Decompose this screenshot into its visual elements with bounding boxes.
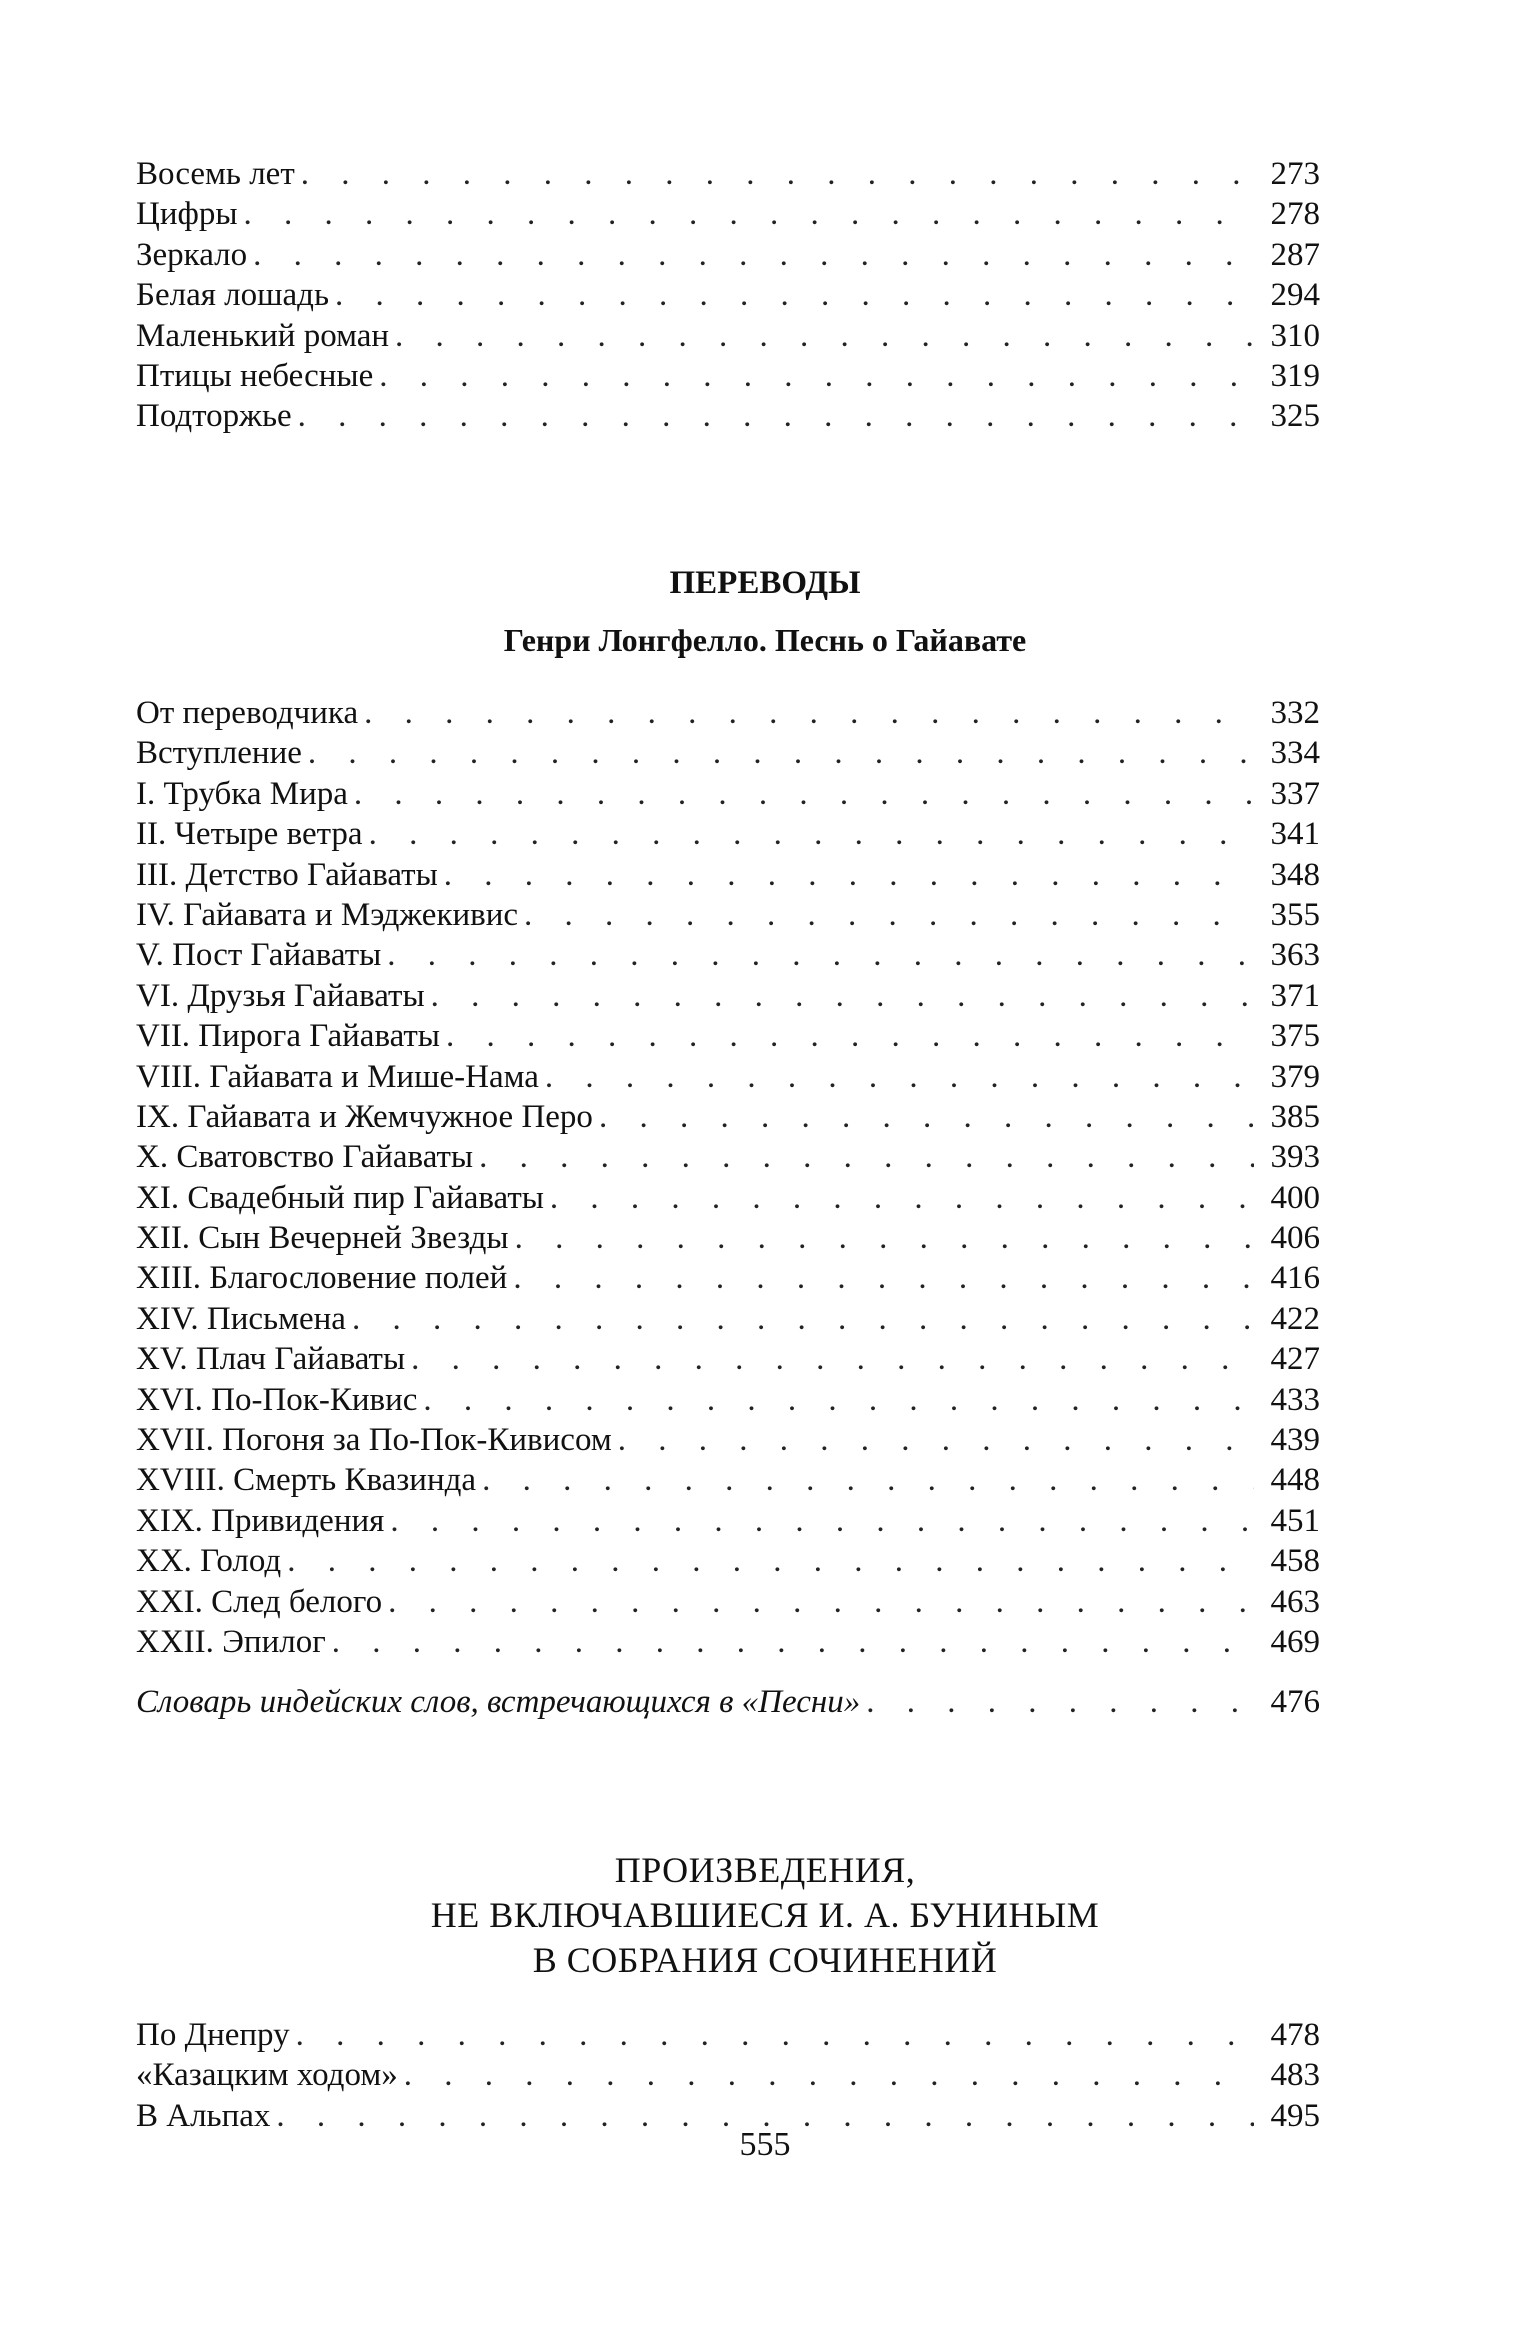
toc-entry-page: 332 — [1270, 695, 1320, 731]
dot-leader — [404, 2055, 1254, 2095]
toc-entry-title: Зеркало — [136, 236, 248, 273]
toc-entry — [136, 1460, 1320, 1500]
dot-leader — [395, 316, 1254, 356]
toc-entry — [136, 1582, 1320, 1622]
dot-leader — [423, 1380, 1254, 1420]
toc-entry-title: I. Трубка Мира — [136, 775, 348, 812]
toc-entry-page: 337 — [1270, 775, 1320, 812]
toc-entry-page: 427 — [1270, 1341, 1320, 1378]
toc-entry-title: XVII. Погоня за По-Пок-Кивисом — [136, 1422, 612, 1459]
toc-entry — [136, 1541, 1320, 1581]
toc-entry-page: 439 — [1270, 1422, 1320, 1459]
toc-entry-title: От переводчика — [136, 695, 359, 731]
toc-entry — [136, 1299, 1320, 1339]
toc-entry — [136, 935, 1320, 975]
toc-entry-page: 319 — [1270, 357, 1320, 394]
toc-entry-page: 348 — [1270, 856, 1320, 893]
toc-entry — [136, 895, 1320, 935]
toc-entry-title: V. Пост Гайаваты — [136, 937, 382, 974]
toc-entry — [136, 1380, 1320, 1420]
toc-entry-page: 379 — [1270, 1058, 1320, 1095]
toc-entry — [136, 1178, 1320, 1218]
dot-leader — [545, 1057, 1254, 1097]
toc-block-stories — [136, 154, 1320, 437]
toc-entry-title: XIX. Привидения — [136, 1502, 385, 1539]
dot-leader — [244, 194, 1254, 234]
toc-entry-title: VII. Пирога Гайаваты — [136, 1018, 440, 1055]
toc-entry — [136, 194, 1320, 234]
toc-entry-title: Птицы небесные — [136, 357, 374, 394]
dot-leader — [369, 814, 1254, 854]
toc-block-hiawatha — [136, 693, 1320, 1662]
dot-leader — [866, 1682, 1254, 1722]
dot-leader — [479, 1137, 1254, 1177]
toc-entry-page: 278 — [1270, 196, 1320, 233]
toc-entry — [136, 814, 1320, 854]
toc-entry-page: 416 — [1270, 1260, 1320, 1297]
toc-entry — [136, 275, 1320, 315]
toc-entry — [136, 1016, 1320, 1056]
toc-entry-page: 375 — [1270, 1018, 1320, 1055]
dot-leader — [411, 1339, 1254, 1379]
toc-entry — [136, 316, 1320, 356]
toc-entry — [136, 396, 1320, 436]
toc-entry-title: XX. Голод — [136, 1543, 282, 1580]
toc-entry-title: Подторжье — [136, 398, 292, 435]
toc-entry — [136, 1339, 1320, 1379]
toc-entry-page: 433 — [1270, 1381, 1320, 1418]
toc-entry — [136, 855, 1320, 895]
dot-leader — [332, 1622, 1254, 1662]
toc-entry-title: XXI. След белого — [136, 1583, 383, 1620]
dot-leader — [253, 235, 1254, 275]
dot-leader — [388, 1582, 1254, 1622]
dot-leader — [390, 1501, 1254, 1541]
dot-leader — [515, 1218, 1254, 1258]
dot-leader — [354, 774, 1254, 814]
toc-entry-page: 422 — [1270, 1300, 1320, 1337]
toc-entry — [136, 1057, 1320, 1097]
dot-leader — [301, 154, 1254, 194]
dot-leader — [431, 976, 1254, 1016]
toc-entry-page: 476 — [1270, 1684, 1320, 1720]
subsection-heading-hiawatha: Генри Лонгфелло. Песнь о Гайавате — [503, 622, 1027, 658]
toc-entry-glossary — [136, 1682, 1320, 1722]
toc-entry-page: 363 — [1270, 937, 1320, 974]
dot-leader — [524, 895, 1254, 935]
toc-entry-page: 393 — [1270, 1139, 1320, 1176]
toc-entry-page: 451 — [1270, 1502, 1320, 1539]
toc-entry-title: X. Сватовство Гайаваты — [136, 1139, 474, 1176]
toc-entry-title: В Альпах — [136, 2097, 271, 2134]
toc-entry — [136, 774, 1320, 814]
toc-entry-title: «Казацким ходом» — [136, 2057, 398, 2094]
toc-entry-page: 334 — [1270, 735, 1320, 772]
toc-entry-title: Словарь индейских слов, встречающихся в «Песни» — [136, 1684, 861, 1720]
toc-entry — [136, 235, 1320, 275]
dot-leader — [352, 1299, 1254, 1339]
toc-entry — [136, 733, 1320, 773]
dot-leader — [482, 1460, 1254, 1500]
toc-entry-title: XIV. Письмена — [136, 1300, 346, 1337]
dot-leader — [599, 1097, 1254, 1137]
toc-entry — [136, 976, 1320, 1016]
page-number: 555 — [739, 2126, 791, 2163]
toc-entry-page: 448 — [1270, 1462, 1320, 1499]
toc-entry-title: II. Четыре ветра — [136, 816, 363, 853]
toc-entry-title: III. Детство Гайаваты — [136, 856, 438, 893]
toc-block-uncollected — [136, 2015, 1320, 2136]
toc-entry-page: 458 — [1270, 1543, 1320, 1580]
toc-entry-page: 469 — [1270, 1623, 1320, 1660]
section-heading-translations: ПЕРЕВОДЫ — [669, 565, 861, 601]
toc-entry-page: 325 — [1270, 398, 1320, 435]
dot-leader — [308, 733, 1254, 773]
toc-entry-page: 483 — [1270, 2057, 1320, 2094]
toc-entry — [136, 2055, 1320, 2095]
dot-leader — [379, 356, 1254, 396]
section-heading-uncollected-line2: НЕ ВКЛЮЧАВШИЕСЯ И. А. БУНИНЫМ — [430, 1895, 1100, 1935]
toc-entry — [136, 154, 1320, 194]
section-heading-uncollected-line1: ПРОИЗВЕДЕНИЯ, — [614, 1850, 916, 1890]
toc-entry-title: XXII. Эпилог — [136, 1623, 326, 1660]
dot-leader — [446, 1016, 1254, 1056]
toc-entry-page: 400 — [1270, 1179, 1320, 1216]
dot-leader — [298, 396, 1254, 436]
toc-entry-title: IX. Гайавата и Жемчужное Перо — [136, 1098, 593, 1135]
toc-entry-title: XI. Свадебный пир Гайаваты — [136, 1179, 544, 1216]
dot-leader — [444, 855, 1254, 895]
toc-entry-page: 273 — [1270, 156, 1320, 192]
toc-entry-title: IV. Гайавата и Мэджекивис — [136, 896, 519, 933]
toc-entry-title: XII. Сын Вечерней Звезды — [136, 1220, 509, 1257]
toc-block-glossary — [136, 1682, 1320, 1722]
toc-entry-page: 478 — [1270, 2017, 1320, 2053]
dot-leader — [287, 1541, 1254, 1581]
toc-entry — [136, 1622, 1320, 1662]
toc-entry-title: По Днепру — [136, 2017, 290, 2053]
toc-entry-title: Восемь лет — [136, 156, 295, 192]
dot-leader — [550, 1178, 1254, 1218]
dot-leader — [618, 1420, 1254, 1460]
toc-entry-title: VIII. Гайавата и Мише-Нама — [136, 1058, 539, 1095]
dot-leader — [364, 693, 1254, 733]
toc-entry-page: 341 — [1270, 816, 1320, 853]
toc-entry — [136, 1501, 1320, 1541]
toc-entry-page: 355 — [1270, 896, 1320, 933]
toc-entry — [136, 1218, 1320, 1258]
toc-entry — [136, 1097, 1320, 1137]
toc-entry — [136, 1137, 1320, 1177]
toc-entry — [136, 1258, 1320, 1298]
toc-entry-page: 294 — [1270, 277, 1320, 314]
dot-leader — [296, 2015, 1254, 2055]
toc-entry-title: Маленький роман — [136, 317, 390, 354]
dot-leader — [335, 275, 1254, 315]
toc-entry-title: Вступление — [136, 735, 302, 772]
toc-entry-page: 406 — [1270, 1220, 1320, 1257]
toc-entry-page: 371 — [1270, 977, 1320, 1014]
section-heading-uncollected-line3: В СОБРАНИЯ СОЧИНЕНИЙ — [532, 1940, 998, 1980]
toc-entry-page: 385 — [1270, 1098, 1320, 1135]
toc-entry — [136, 1420, 1320, 1460]
dot-leader — [387, 935, 1254, 975]
toc-entry-title: Цифры — [136, 196, 238, 233]
toc-entry-title: VI. Друзья Гайаваты — [136, 977, 425, 1014]
toc-entry-page: 495 — [1270, 2097, 1320, 2134]
toc-entry-title: Белая лошадь — [136, 277, 330, 314]
toc-entry-title: XVIII. Смерть Квазинда — [136, 1462, 477, 1499]
toc-entry-title: XV. Плач Гайаваты — [136, 1341, 406, 1378]
toc-entry-page: 287 — [1270, 236, 1320, 273]
toc-entry-page: 463 — [1270, 1583, 1320, 1620]
toc-entry-title: XVI. По-Пок-Кивис — [136, 1381, 418, 1418]
dot-leader — [513, 1258, 1254, 1298]
toc-entry — [136, 356, 1320, 396]
toc-entry-page: 310 — [1270, 317, 1320, 354]
toc-entry — [136, 2015, 1320, 2055]
toc-entry-title: XIII. Благословение полей — [136, 1260, 508, 1297]
toc-entry — [136, 693, 1320, 733]
